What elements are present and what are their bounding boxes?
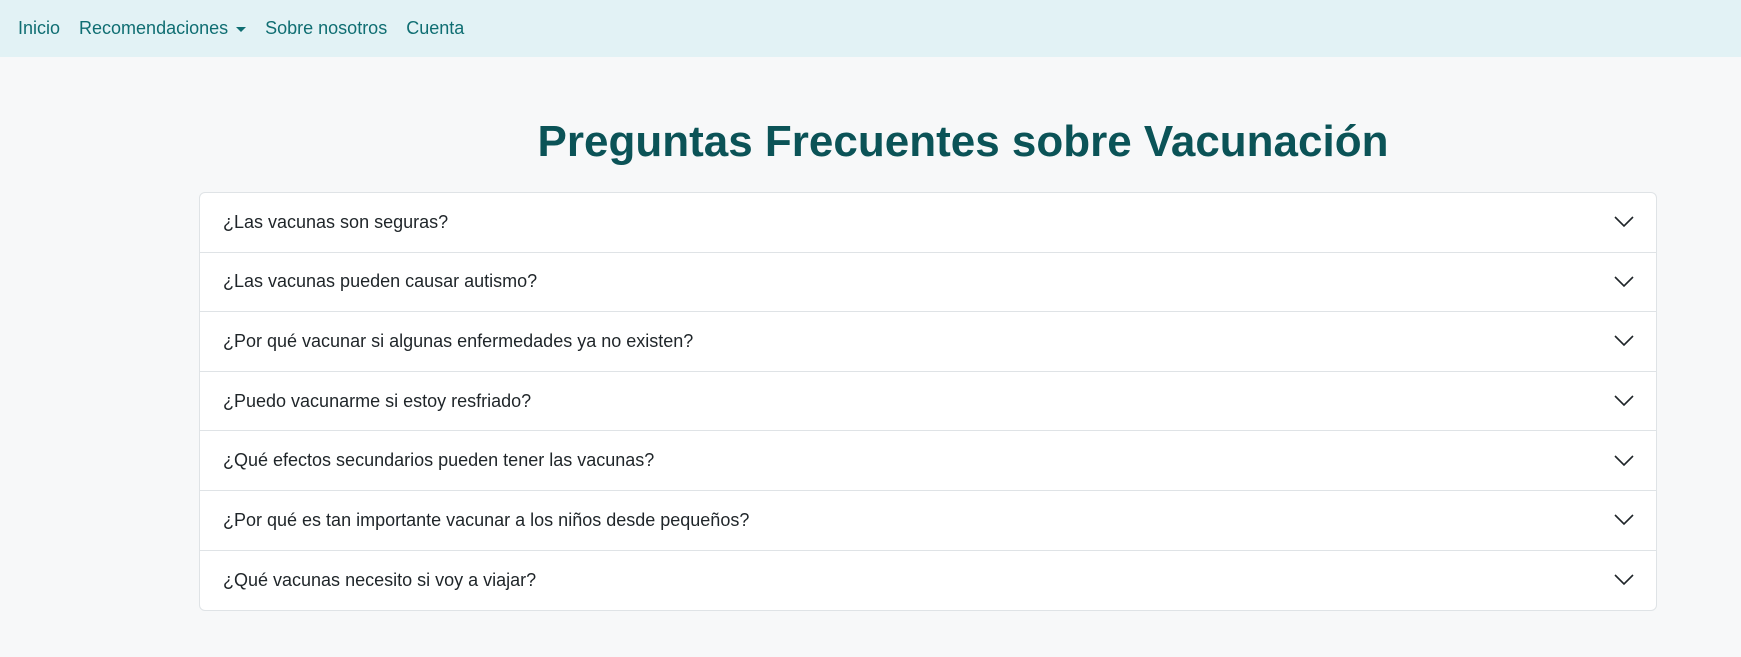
nav-dropdown-label: Recomendaciones xyxy=(79,18,229,38)
faq-question: ¿Por qué vacunar si algunas enfermedades ya no existen? xyxy=(223,330,694,351)
page-title: Preguntas Frecuentes sobre Vacunación xyxy=(537,117,1389,166)
nav-dropdown-recomendaciones[interactable] xyxy=(79,18,246,39)
faq-item[interactable] xyxy=(200,431,1656,491)
chevron-down-icon xyxy=(1614,216,1634,228)
chevron-down-icon xyxy=(1614,514,1634,526)
nav-link-cuenta[interactable]: Cuenta xyxy=(406,18,465,38)
faq-question: ¿Las vacunas son seguras? xyxy=(223,211,449,232)
faq-question: ¿Puedo vacunarme si estoy resfriado? xyxy=(223,390,532,411)
faq-item[interactable] xyxy=(200,491,1656,551)
faq-question: ¿Las vacunas pueden causar autismo? xyxy=(223,271,538,292)
faq-item[interactable] xyxy=(200,372,1656,432)
faq-accordion xyxy=(199,192,1657,611)
chevron-down-icon xyxy=(1614,335,1634,347)
faq-item[interactable] xyxy=(200,312,1656,372)
nav-link-sobre-nosotros[interactable]: Sobre nosotros xyxy=(265,18,388,38)
nav-link-inicio[interactable]: Inicio xyxy=(18,18,61,38)
faq-item[interactable] xyxy=(200,193,1656,253)
chevron-down-icon xyxy=(1614,574,1634,586)
faq-item[interactable] xyxy=(200,253,1656,313)
chevron-down-icon xyxy=(1614,455,1634,467)
caret-down-icon xyxy=(236,27,246,32)
chevron-down-icon xyxy=(1614,276,1634,288)
faq-question: ¿Qué vacunas necesito si voy a viajar? xyxy=(223,569,537,590)
chevron-down-icon xyxy=(1614,395,1634,407)
faq-question: ¿Qué efectos secundarios pueden tener las vacunas? xyxy=(223,450,655,471)
navbar xyxy=(0,0,1741,57)
faq-item[interactable] xyxy=(200,551,1656,611)
faq-question: ¿Por qué es tan importante vacunar a los niños desde pequeños? xyxy=(223,509,750,530)
